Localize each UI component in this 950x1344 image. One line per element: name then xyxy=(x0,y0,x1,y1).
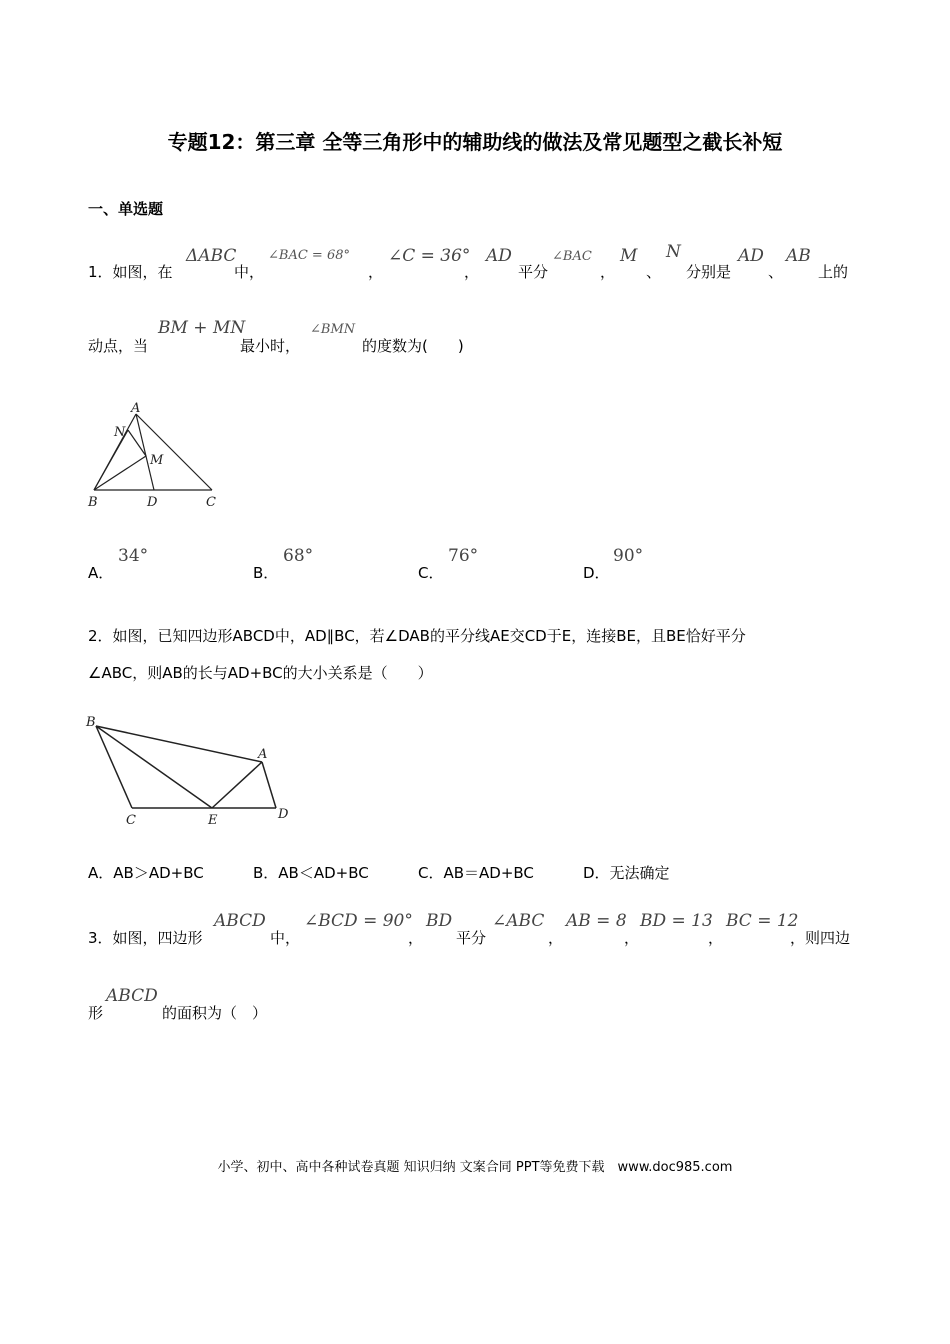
q3-text: 形 xyxy=(88,1004,104,1022)
q3-comma: ， xyxy=(624,929,640,947)
q1-label-n: N xyxy=(114,425,126,440)
q3-text: 平分 xyxy=(456,929,487,947)
q1-option-c-value: 76° xyxy=(448,546,479,566)
q1-number: 1．如图，在 xyxy=(88,263,173,281)
q1-text: 最小时， xyxy=(240,337,301,355)
q3-comma: ， xyxy=(408,929,424,947)
q1-label-m: M xyxy=(150,453,164,468)
q1-option-d-value: 90° xyxy=(613,546,644,566)
q2-stem-line1: 2．如图，已知四边形ABCD中，AD∥BC，若∠DAB的平分线AE交CD于E，连接BE，且BE恰好平分 xyxy=(88,627,746,645)
q1-text: 中， xyxy=(234,263,265,281)
q1-ab: AB xyxy=(786,246,811,266)
q2-label-e: E xyxy=(208,813,218,828)
section-heading: 一、单选题 xyxy=(88,200,164,218)
q1-bm-mn: BM + MN xyxy=(158,318,246,338)
q2-option-c: C．AB＝AD+BC xyxy=(418,864,534,882)
q1-comma: ， xyxy=(464,263,480,281)
q1-triangle: ΔABC xyxy=(186,246,237,266)
q1-angle-c: ∠C = 36° xyxy=(388,246,471,266)
q3-text: 中， xyxy=(270,929,301,947)
q3-bc: BC = 12 xyxy=(726,911,799,931)
q1-label-b: B xyxy=(88,495,98,510)
q3-comma: ， xyxy=(708,929,724,947)
q2-label-a: A xyxy=(258,747,268,762)
q2-option-a: A．AB＞AD+BC xyxy=(88,864,204,882)
q2-stem-line2: ∠ABC，则AB的长与AD+BC的大小关系是（ ） xyxy=(88,664,433,682)
q2-figure xyxy=(84,710,304,830)
q3-bd: BD xyxy=(426,911,453,931)
q1-angle-bac-2: ∠BAC xyxy=(552,249,592,264)
q1-text: 、 xyxy=(768,263,784,281)
q1-option-a-letter: A． xyxy=(88,564,114,582)
q1-option-d-letter: D． xyxy=(583,564,610,582)
q1-comma: ， xyxy=(600,263,616,281)
q1-angle-bmn: ∠BMN xyxy=(310,322,356,337)
q1-text: 的度数为( ) xyxy=(362,337,464,355)
q2-option-d: D．无法确定 xyxy=(583,864,670,882)
q1-ad: AD xyxy=(486,246,512,266)
q1-figure xyxy=(84,398,224,514)
q3-bd-13: BD = 13 xyxy=(640,911,713,931)
q1-angle-bac: ∠BAC = 68° xyxy=(268,248,350,263)
q3-abcd-2: ABCD xyxy=(106,986,158,1006)
q1-label-a: A xyxy=(131,401,141,416)
q1-label-d: D xyxy=(147,495,158,510)
q1-text: 动点，当 xyxy=(88,337,149,355)
q2-label-d: D xyxy=(278,807,289,822)
q1-text: 上的 xyxy=(818,263,849,281)
q3-number: 3．如图，四边形 xyxy=(88,929,203,947)
q2-label-c: C xyxy=(126,813,136,828)
q1-option-b-letter: B． xyxy=(253,564,279,582)
q1-text: 平分 xyxy=(518,263,549,281)
q3-ab: AB = 8 xyxy=(566,911,627,931)
q1-text: 分别是 xyxy=(686,263,732,281)
q3-text: ，则四边 xyxy=(790,929,851,947)
q3-comma: ， xyxy=(548,929,564,947)
q1-text: 、 xyxy=(646,263,662,281)
q1-comma: ， xyxy=(368,263,384,281)
page-footer: 小学、初中、高中各种试卷真题 知识归纳 文案合同 PPT等免费下载 www.doc985.com xyxy=(217,1160,733,1175)
q1-option-b-value: 68° xyxy=(283,546,314,566)
q2-label-b: B xyxy=(86,715,96,730)
q3-angle-bcd: ∠BCD = 90° xyxy=(304,911,413,931)
q1-option-c-letter: C． xyxy=(418,564,444,582)
q1-label-c: C xyxy=(206,495,216,510)
q3-angle-abc: ∠ABC xyxy=(492,911,545,931)
page-title: 专题12：第三章 全等三角形中的辅助线的做法及常见题型之截长补短 xyxy=(167,130,783,154)
q1-n: N xyxy=(666,242,681,262)
q1-ad-2: AD xyxy=(738,246,764,266)
q3-abcd: ABCD xyxy=(214,911,266,931)
q1-option-a-value: 34° xyxy=(118,546,149,566)
q2-option-b: B．AB＜AD+BC xyxy=(253,864,369,882)
q3-text: 的面积为（ ） xyxy=(162,1004,268,1022)
q1-m: M xyxy=(620,246,638,266)
